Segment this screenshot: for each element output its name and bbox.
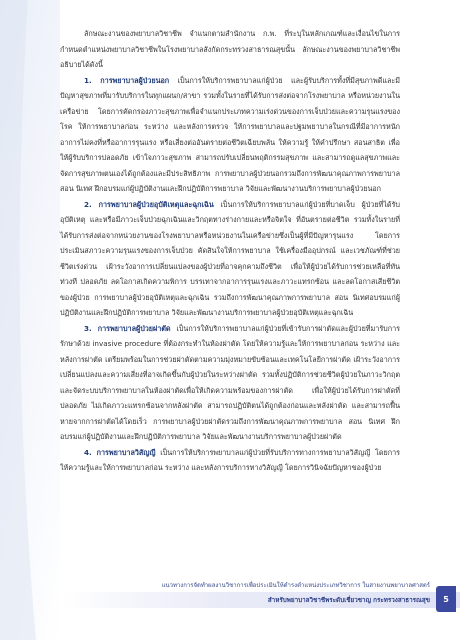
section-body: เป็นการให้บริการพยาบาลแก่ผู้ป่วย และผู้รับบริการทั้งที่มีสุขภาพดีและมีปัญหาสุขภาพที่มารับบริการในทุกแผนก/สาขา รวมทั้งในรายที่ได้รับการส่งต่อจากโรงพยาบาล หรือหน่วยงานในเครือข่าย โดยการคัดกรองภาวะสุขภาพเพื่อจำแนกประเภทความเร่งด่วนของการเจ็บป่วยและความรุนแรงของโรค ให้การพยาบาลก่อน ระหว่าง และหลังการตรวจ ให้การพยาบาลและปฐมพยาบาลในกรณีที่มีอาการหนัก อาการไม่คงที่หรืออาการรุนแรง หรือเสี่ยงต่ออันตรายต่อชีวิตเฉียบพลัน ให้ความรู้ ให้คำปรึกษา สอนสาธิต เพื่อให้ผู้รับบริการปลอดภัย เข้าใจภาวะสุขภาพ สามารถปรับเปลี่ยนพฤติกรรมสุขภาพ และสามารถดูแลสุขภาพและจัดการสุขภาพตนเองได้ถูกต้องและมีประสิทธิภาพ การพยาบาลผู้ป่วยนอกรวมถึงการพัฒนาคุณภาพการพยาบาล สอน นิเทศ ฝึกอบรมแก่ผู้ปฏิบัติงานและฝึกปฏิบัติการพยาบาล วิจัยและพัฒนางานบริการพยาบาลผู้ป่วยนอก: [60, 75, 401, 193]
section-heading: 3. การพยาบาลผู้ป่วยผ่าตัด: [84, 323, 171, 333]
footer-subtitle: สำหรับพยาบาลวิชาชีพระดับเชี่ยวชาญ กระทรวงสาธารณสุข: [267, 597, 430, 604]
section-body: เป็นการให้บริการพยาบาลแก่ผู้ป่วยที่รับบริการทางการพยาบาลวิสัญญี โดยการให้ความรู้และให้การพยาบาลก่อน ระหว่าง และหลังการบริการทางวิสัญญี โดยการวินิจฉัยปัญหาของผู้ป่วย: [60, 447, 400, 472]
section-emergency: [60, 197, 400, 321]
document-body: [60, 26, 400, 476]
section-heading: 1. การพยาบาลผู้ป่วยนอก: [84, 75, 170, 85]
section-outpatient: [60, 73, 400, 197]
section-body: เป็นการให้บริการพยาบาลแก่ผู้ป่วยที่เข้ารับการผ่าตัดและผู้ป่วยที่มารับการรักษาด้วย invasive procedure ที่ต้องกระทำในห้องผ่าตัด โดยให้ความรู้และให้การพยาบาลก่อน ระหว่าง และหลังการผ่าตัด เตรียมพร้อมในการช่วยผ่าตัดตามความมุ่งหมายขับซ้อนและเทคโนโลยีการผ่าตัด เฝ้าระวังอาการเปลี่ยนแปลงและความเสี่ยงที่อาจเกิดขึ้นกับผู้ป่วยในระหว่างผ่าตัด รวมทั้งปฏิบัติการช่วยชีวิตผู้ป่วยในภาวะวิกฤตและจัดระบบบริการพยาบาลในห้องผ่าตัดเพื่อให้เกิดความพร้อมของการผ่าตัด เพื่อให้ผู้ป่วยได้รับการผ่าตัดที่ปลอดภัย ไม่เกิดภาวะแทรกซ้อนจากหลังผ่าตัด สามารถปฏิบัติตนได้ถูกต้องก่อนและหลังผ่าตัด และสามารถฟื้นหายจากการผ่าตัดได้โดยเร็ว การพยาบาลผู้ป่วยผ่าตัดรวมถึงการพัฒนาคุณภาพการพยาบาล สอน นิเทศ ฝึกอบรมแก่ผู้ปฏิบัติงานและฝึกปฏิบัติการพยาบาล วิจัยและพัฒนางานบริการพยาบาลผู้ป่วยผ่าตัด: [60, 323, 400, 441]
section-anesthesia: [60, 445, 400, 476]
section-body: เป็นการให้บริการพยาบาลแก่ผู้ป่วยที่บาดเจ็บ ผู้ป่วยที่ได้รับอุบัติเหตุ และหรือมีภาวะเจ็บป่วยฉุกเฉินและวิกฤตทางร่างกายและหรือจิตใจ ที่อันตรายต่อชีวิต รวมทั้งในรายที่ได้รับการส่งต่อจากหน่วยงานของโรงพยาบาลหรือหน่วยงานในเครือข่ายซึ่งเป็นผู้ที่มีปัญหารุนแรง โดยการประเมินสภาวะความรุนแรงของการเจ็บป่วย คัดสินใจให้การพยาบาล ใช้เครื่องมืออุปกรณ์ และเวชภัณฑ์ที่ช่วยชีวิตเร่งด่วน เฝ้าระวังอาการเปลี่ยนแปลงของผู้ป่วยที่อาจคุกคามถึงชีวิต เพื่อให้ผู้ป่วยได้รับการช่วยเหลือที่ทันท่วงที ปลอดภัย ลดโอกาสเกิดความพิการ บรรเทาจากอาการรุนแรงและภาวะแทรกซ้อน และลดโอกาสเสียชีวิตของผู้ป่วย การพยาบาลผู้ป่วยอุบัติเหตุและฉุกเฉิน รวมถึงการพัฒนาคุณภาพการพยาบาล สอน นิเทศอบรมแก่ผู้ปฏิบัติงานและฝึกปฏิบัติการพยาบาล วิจัยและพัฒนางานบริการพยาบาลผู้ป่วยอุบัติเหตุและฉุกเฉิน: [60, 199, 400, 317]
page-footer: [0, 576, 460, 640]
section-heading: 4. การพยาบาลวิสัญญี: [84, 447, 156, 457]
footer-guideline-title: แนวทางการจัดทำผลงานวิชาการเพื่อประเมินให้ดำรงตำแหน่งประเภทวิชาการ ในสายงานพยาบาลศาสตร์: [161, 582, 430, 589]
page-number: 5: [436, 586, 456, 612]
intro-paragraph: ลักษณะงานของพยาบาลวิชาชีพ จำแนกตามสำนักงาน ก.พ. ที่ระบุในหลักเกณฑ์และเงื่อนไขในการกำหนดตำแหน่งพยาบาลวิชาชีพในโรงพยาบาลสังกัดกระทรวงสาธารณสุขนั้น ลักษณะงานของพยาบาลวิชาชีพ อธิบายได้ดังนี้: [60, 29, 400, 69]
left-decoration-shape: [0, 0, 60, 640]
section-surgery: [60, 321, 400, 445]
section-heading: 2. การพยาบาลผู้ป่วยอุบัติเหตุและฉุกเฉิน: [84, 199, 214, 209]
